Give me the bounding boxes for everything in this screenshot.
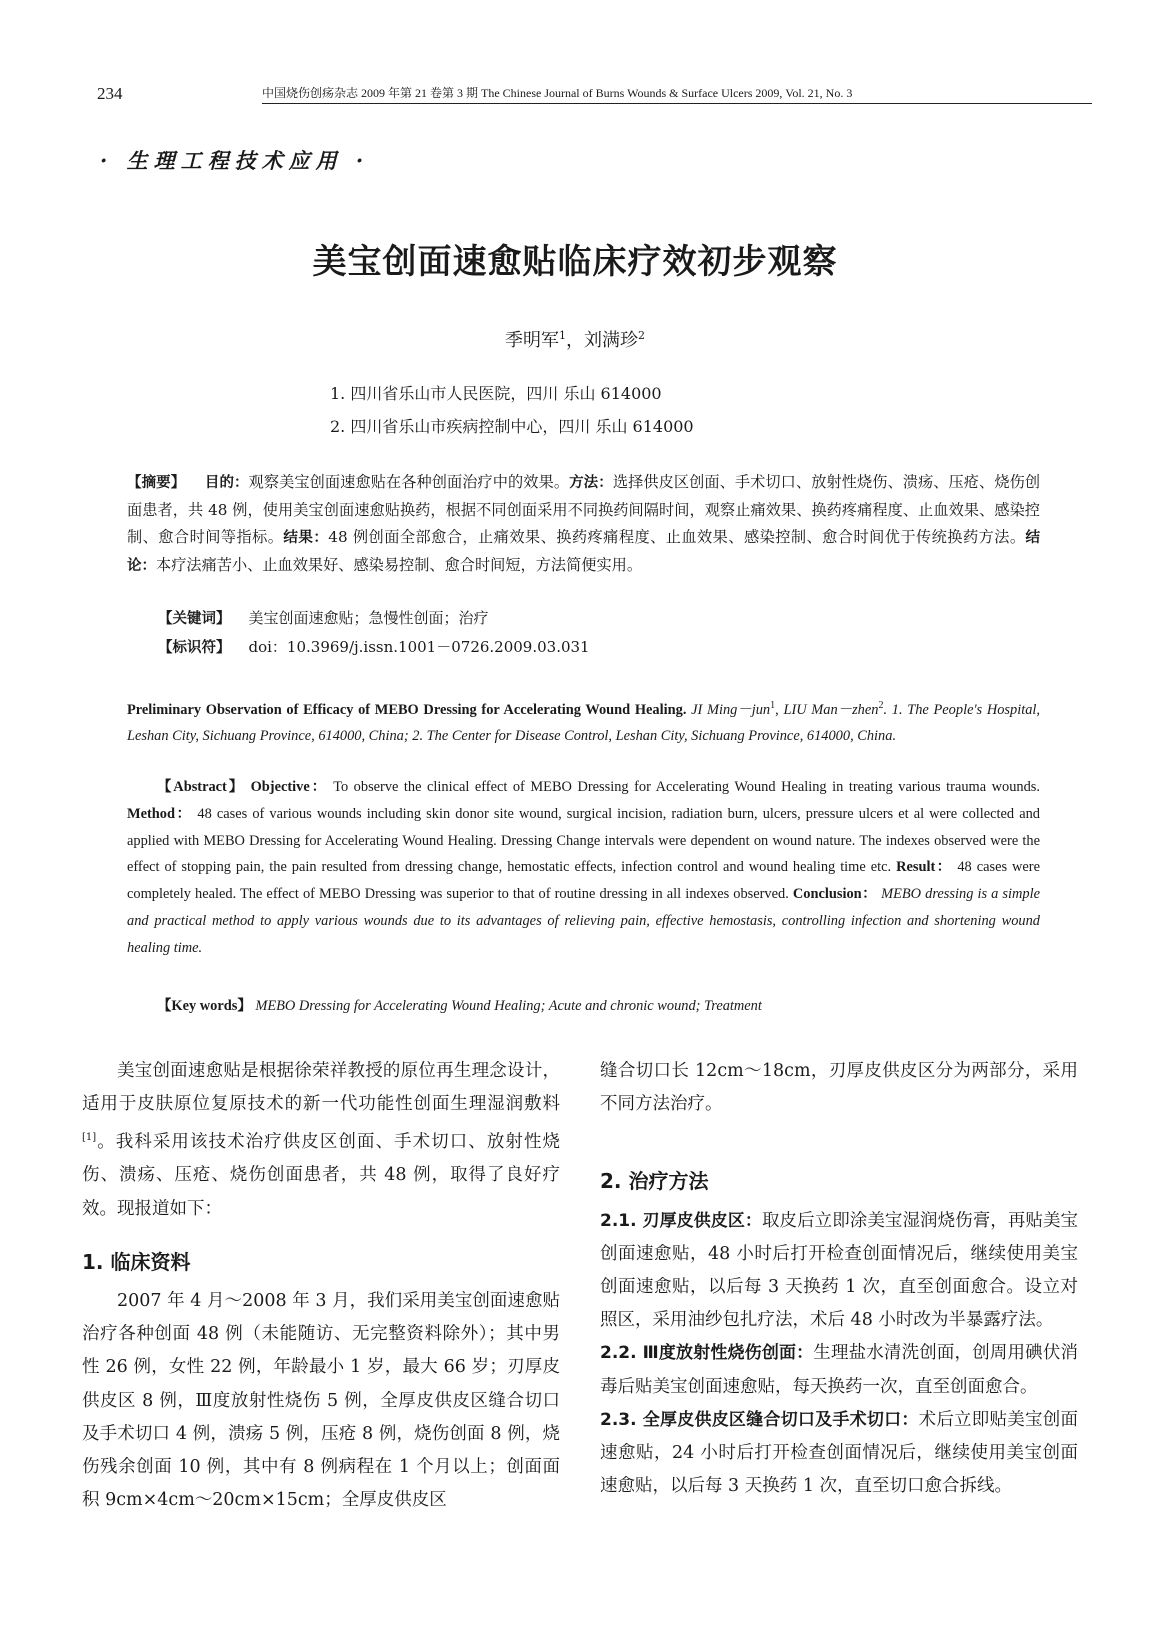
english-title: Preliminary Observation of Efficacy of MEBO Dressing for Accelerating Wound Healing. [127, 701, 687, 718]
result-text: 48 例创面全部愈合，止痛效果、换药疼痛程度、止血效果、感染控制、愈合时间优于传统换药方法。 [328, 528, 1026, 546]
running-header: 中国烧伤创疡杂志 2009 年第 21 卷第 3 期 The Chinese Journal of Burns Wounds & Surface Ulcers 2009, Vol. 21, No. 3 [262, 84, 1092, 104]
subsection-2-2 [600, 1337, 1078, 1403]
english-affiliations: . 1. The People's Hospital, Leshan City, Sichuang Province, 614000, China; 2. The Center for Disease Control, Leshan City, Sichuang Province, 614000, China. [127, 701, 1040, 745]
conclusion-text: 本疗法痛苦小、止血效果好、感染易控制、愈合时间短，方法简便实用。 [156, 556, 642, 574]
section-2-heading: 2. 治疗方法 [600, 1169, 709, 1194]
subsection-2-2-text: 生理盐水清洗创面，创周用碘伏消毒后贴美宝创面速愈贴，每天换药一次，直至创面愈合。 [600, 1343, 1079, 1397]
intro-text: 美宝创面速愈贴是根据徐荣祥教授的原位再生理念设计，适用于皮肤原位复原技术的新一代功能性创面生理湿润敷料 [82, 1061, 560, 1115]
body-column-right [600, 1055, 1078, 1503]
objective-text: 观察美宝创面速愈贴在各种创面治疗中的效果。 [248, 473, 570, 491]
intro-paragraph [82, 1055, 560, 1226]
en-objective-label: Objective： [250, 779, 328, 795]
identifier-line [158, 636, 590, 657]
article-title: 美宝创面速愈贴临床疗效初步观察 [312, 242, 838, 282]
en-result-text: 48 cases were completely healed. The effect of MEBO Dressing was superior to that of routine dressing in all indexes observed. [127, 859, 1040, 903]
subsection-2-3-text: 术后立即贴美宝创面速愈贴，24 小时后打开检查创面情况后，继续使用美宝创面速愈贴，以后每 3 天换药 1 次，直至切口愈合拆线。 [600, 1409, 1078, 1497]
subsection-2-1-text: 取皮后立即涂美宝湿润烧伤膏，再贴美宝创面速愈贴，48 小时后打开检查创面情况后，继续使用美宝创面速愈贴，以后每 3 天换药 1 次，直至创面愈合。设立对照区，采用油纱包扎疗法，术后 48 小时改为半暴露疗法。 [600, 1210, 1079, 1331]
keywords-line [158, 607, 489, 628]
objective-label: 目的： [204, 475, 249, 491]
keywords-value: 美宝创面速愈贴；急慢性创面；治疗 [248, 609, 489, 627]
author-1-sup: 1 [559, 329, 566, 342]
en-method-text: 48 cases of various wounds including skin donor site wound, surgical incision, radiation burn, ulcers, pressure ulcers et al were collected and applied with MEBO Dressing for Accelerating Wound Healing. Dressing Change intervals were dependent on wound nature. The indexes observed were the effect of stopping pain, the pain resulted from dressing change, hemostatic effects, infection control and wound healing time etc. [127, 805, 1040, 876]
en-conclusion-label: Conclusion： [792, 886, 878, 903]
author-separator: ， [566, 330, 584, 351]
chinese-abstract [127, 469, 1040, 580]
page-number: 234 [97, 84, 123, 103]
method-label: 方法： [569, 475, 613, 491]
identifier-label: 【标识符】 [158, 640, 231, 656]
english-author-2: LIU Man－zhen [783, 701, 879, 718]
doi-link[interactable]: doi：10.3969/j.issn.1001－0726.2009.03.031 [248, 638, 590, 656]
citation-ref[interactable]: [1] [82, 1132, 97, 1144]
english-keywords [157, 994, 762, 1015]
section-1-continued: 缝合切口长 12cm～18cm，刃厚皮供皮区分为两部分，采用不同方法治疗。 [600, 1061, 1078, 1115]
en-objective-text: To observe the clinical effect of MEBO Dressing for Accelerating Wound Healing in treating various trauma wounds. [333, 779, 1040, 795]
english-abstract [127, 774, 1040, 962]
en-method-label: Method： [127, 805, 193, 822]
section-1-heading: 1. 临床资料 [82, 1249, 191, 1274]
subsection-2-1-label: 2.1. 刃厚皮供皮区： [600, 1210, 762, 1231]
conclusion-label: 结论： [127, 530, 1041, 574]
section-1-text: 2007 年 4 月～2008 年 3 月，我们采用美宝创面速愈贴治疗各种创面 48 例（未能随访、无完整资料除外）；其中男性 26 例，女性 22 例，年龄最小 1 岁，最大 66 岁；刃厚皮供皮区 8 例，Ⅲ度放射性烧伤 5 例，全厚皮供皮区缝合切口及手术切口 4 例，溃疡 5 例，压疮 8 例，烧伤创面 8 例，烧伤残余创面 10 例，其中有 8 例病程在 1 个月以上；创面面积 9cm×4cm～20cm×15cm；全厚皮供皮区 [82, 1291, 560, 1511]
en-result-label: Result： [896, 859, 953, 876]
english-title-block: Preliminary Observation of Efficacy of MEBO Dressing for Accelerating Wound Healing. JI Ming－jun$^1$, LIU Man－zhen$^2$. 1. The People's Hospital, Leshan City, Sichuang Province, 614000, China; 2. The Center for Disease Control, Leshan City, Sichuang Province, 614000, China. [127, 700, 1040, 745]
method-text: 选择供皮区创面、手术切口、放射性烧伤、溃疡、压疮、烧伤创面患者，共 48 例，使用美宝创面速愈贴换药，根据不同创面采用不同换药间隔时间，观察止痛效果、换药疼痛程度、止血效果、感染控制、愈合时间等指标。 [127, 473, 1041, 546]
english-author-1: JI Ming－jun [691, 701, 771, 718]
section-tag: · 生理工程技术应用 · [100, 148, 370, 173]
body-column-left [82, 1055, 560, 1517]
authors [0, 326, 1150, 352]
english-author-2-sup: 2 [878, 700, 884, 711]
keywords-label: 【关键词】 [158, 611, 231, 627]
subsection-2-3 [600, 1404, 1078, 1504]
author-2: 刘满珍 [584, 330, 638, 351]
affiliation-2: 2. 四川省乐山市疾病控制中心，四川 乐山 614000 [330, 417, 694, 436]
subsection-2-1 [600, 1205, 1078, 1338]
en-conclusion-text: MEBO dressing is a simple and practical method to apply various wounds due to its advantages of relieving pain, effective hemostasis, controlling infection and shortening wound healing time. [127, 886, 1040, 956]
author-2-sup: 2 [638, 329, 645, 342]
subsection-2-2-label: 2.2. Ⅲ度放射性烧伤创面： [600, 1343, 814, 1364]
en-keywords-label: 【Key words】 [157, 998, 252, 1014]
en-keywords-value: MEBO Dressing for Accelerating Wound Healing; Acute and chronic wound; Treatment [255, 998, 762, 1014]
abstract-label: 【摘要】 [127, 475, 186, 491]
affiliation-1: 1. 四川省乐山市人民医院，四川 乐山 614000 [330, 384, 662, 403]
english-author-1-sup: 1 [770, 700, 776, 711]
author-1: 季明军 [505, 330, 559, 351]
en-abstract-label: 【Abstract】 [157, 779, 246, 795]
result-label: 结果： [283, 530, 329, 546]
intro-text-rest: 。我科采用该技术治疗供皮区创面、手术切口、放射性烧伤、溃疡、压疮、烧伤创面患者，共 48 例，取得了良好疗效。现报道如下： [82, 1132, 560, 1219]
subsection-2-3-label: 2.3. 全厚皮供皮区缝合切口及手术切口： [600, 1409, 919, 1430]
